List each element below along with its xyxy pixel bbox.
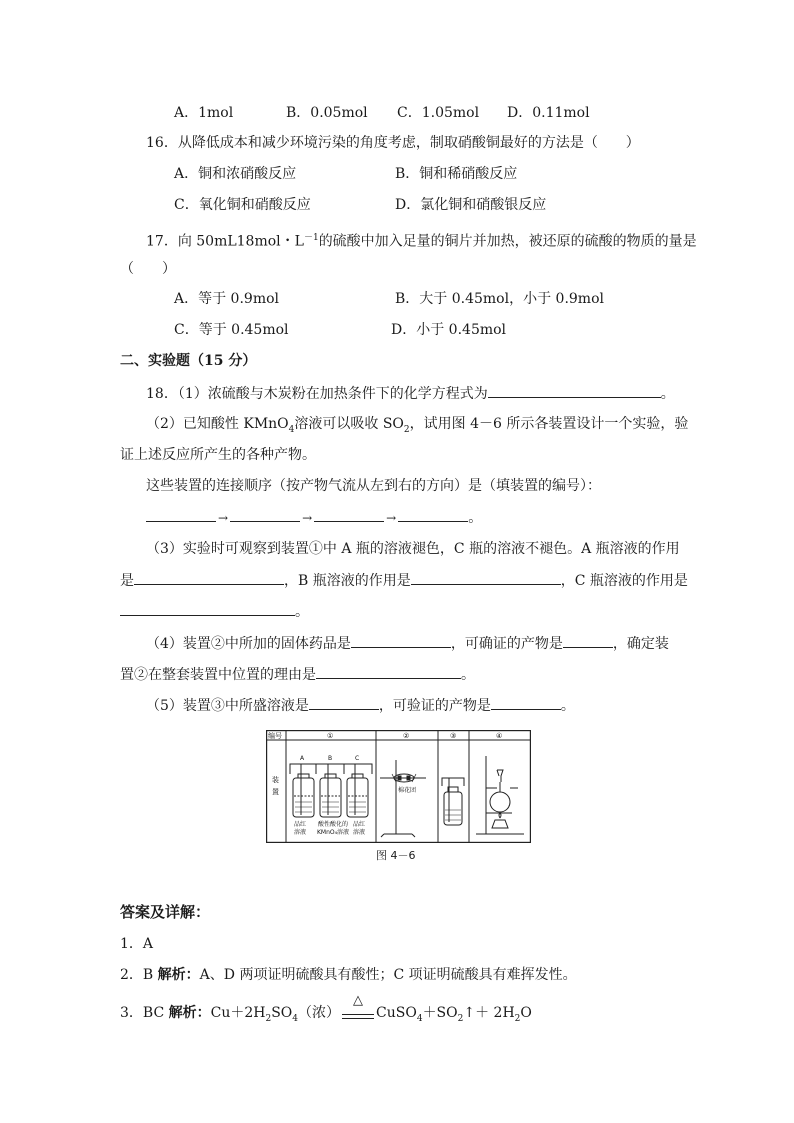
- q17-option-c: C．等于 0.45mol: [174, 322, 289, 338]
- q18-p5-blank-b: [491, 695, 561, 710]
- fig-bottle-label-a: A: [300, 755, 305, 762]
- fig-caption-1b: 溶液: [294, 829, 307, 836]
- q18-p5-blank-a: [309, 695, 379, 710]
- answer-2-num: 2．B: [120, 967, 158, 983]
- fig-caption-2b: KMnO₄溶液: [317, 829, 350, 836]
- figure-caption: 图 4－6: [376, 849, 416, 862]
- q18-p3-blank-b: [411, 570, 561, 585]
- q16-option-a: A．铜和浓硝酸反应: [174, 166, 297, 182]
- q17-option-a: A．等于 0.9mol: [174, 291, 280, 307]
- apparatus-1-wash-bottles: [290, 764, 372, 817]
- order-period: 。: [468, 510, 483, 526]
- q18-p2-sub2: 2: [403, 424, 410, 435]
- q18-part3-line2: [120, 570, 688, 591]
- q17-stem-b: 的硫酸中加入足量的铜片并加热，被还原的硫酸的物质的量是: [318, 233, 697, 250]
- q16-option-d: D．氯化铜和硝酸银反应: [395, 197, 547, 213]
- q17-stem: [146, 228, 697, 252]
- q18-p4-c: ，确定装: [612, 636, 669, 652]
- answer-3-c: （浓）: [298, 1005, 341, 1021]
- answer-3-num: 3．BC: [120, 1005, 169, 1021]
- answer-3-label: 解析：: [168, 1005, 211, 1021]
- fig-bottle-label-b: B: [328, 755, 333, 762]
- answer-2-label: 解析：: [157, 967, 200, 983]
- q18-part1-text: 18．（1）浓硫酸与木炭粉在加热条件下的化学方程式为: [146, 386, 488, 402]
- q18-p4-b: ，可确证的产物是: [450, 636, 563, 652]
- q16-option-c: C．氧化铜和硝酸反应: [174, 197, 311, 213]
- answer-1: 1．A: [120, 936, 154, 952]
- fig-caption-3a: 品红: [353, 821, 366, 828]
- answers-title: 答案及详解：: [120, 903, 211, 921]
- q18-part3-line3: [120, 601, 309, 622]
- fig-caption-2a: 酸性酸化的: [318, 821, 349, 828]
- q18-part1: [146, 383, 675, 404]
- answer-2: [120, 965, 577, 985]
- q17-option-b: B．大于 0.45mol，小于 0.9mol: [395, 291, 604, 307]
- answer-3-f: ↑＋ 2H: [463, 1005, 515, 1021]
- apparatus-4-flask-burner: [476, 756, 524, 834]
- q18-p5-b: ，可验证的产物是: [378, 698, 491, 714]
- q18-p3-b: ，B 瓶溶液的作用是: [284, 573, 411, 589]
- answer-3: [120, 993, 532, 1029]
- fig-bottle-label-c: C: [355, 755, 360, 762]
- apparatus-2-drying-tube: [380, 760, 426, 837]
- order-blank-4: [398, 507, 468, 522]
- q18-p4-blank-c: [316, 664, 461, 679]
- section-2-title: 二、实验题（15 分）: [120, 353, 257, 369]
- q18-order-blanks: [146, 507, 482, 528]
- arrow-2: →: [302, 511, 313, 525]
- fig-col-4: ④: [496, 732, 503, 740]
- fig-col-3: ③: [450, 732, 457, 740]
- q17-stem-sup: －1: [303, 233, 319, 243]
- answer-3-g: O: [520, 1005, 532, 1021]
- q17-paren: （ ）: [120, 261, 176, 277]
- q15-option-c: C．1.05mol: [397, 105, 480, 121]
- answer-3-sub3: 4: [416, 1013, 423, 1024]
- reaction-arrow-heating: [340, 993, 376, 1023]
- q16-option-b: B．铜和稀硝酸反应: [395, 166, 518, 182]
- q18-part2-line1: [146, 414, 688, 440]
- fig-header-label: 编号: [268, 732, 282, 740]
- q18-part5: [146, 695, 575, 716]
- q18-p2-a: （2）已知酸性 KMnO: [146, 416, 289, 432]
- q18-part1-blank: [488, 383, 661, 398]
- q18-p2-b: 溶液可以吸收 SO: [294, 416, 404, 432]
- answer-3-sub4: 2: [457, 1013, 464, 1024]
- answer-3-sub1: 2: [265, 1013, 272, 1024]
- order-blank-3: [314, 507, 384, 522]
- arrow-1: →: [218, 511, 229, 525]
- fig-row-label-1: 装: [272, 776, 279, 784]
- q18-p3-blank-a: [134, 570, 284, 585]
- delta-symbol: △: [353, 993, 364, 1008]
- fig-col-1: ①: [327, 732, 334, 740]
- q18-part3-line1: （3）实验时可观察到装置①中 A 瓶的溶液褪色，C 瓶的溶液不褪色。A 瓶溶液的作用: [146, 541, 680, 557]
- apparatus-figure: [266, 730, 531, 843]
- q18-p2-sub1: 4: [288, 424, 295, 435]
- fig-caption-3b: 溶液: [353, 829, 366, 836]
- fig-col-2: ②: [403, 732, 410, 740]
- answer-3-b: SO: [271, 1005, 293, 1021]
- q18-p4-blank-b: [563, 633, 613, 648]
- answer-3-a: Cu＋2H: [210, 1005, 266, 1021]
- q18-part4-line2: [120, 664, 475, 685]
- q18-p3-c: ，C 瓶溶液的作用是: [560, 573, 688, 589]
- arrow-3: →: [386, 511, 397, 525]
- answer-3-sub5: 2: [514, 1013, 521, 1024]
- order-blank-1: [146, 507, 216, 522]
- q15-option-d: D．0.11mol: [507, 105, 590, 121]
- q18-p3-is: 是: [120, 573, 134, 589]
- q16-stem: 16．从降低成本和减少环境污染的角度考虑，制取硝酸铜最好的方法是（ ）: [146, 135, 640, 151]
- q18-part2-line2: 证上述反应所产生的各种产物。: [120, 447, 316, 463]
- q15-option-a: A．1mol: [174, 105, 234, 121]
- q18-p2-c: ，试用图 4－6 所示各装置设计一个实验，验: [409, 416, 689, 432]
- q18-part1-end: 。: [660, 386, 675, 402]
- q18-part4-line1: [146, 633, 669, 654]
- fig-caption-1a: 品红: [294, 821, 307, 828]
- q18-p5-a: （5）装置③中所盛溶液是: [146, 698, 309, 714]
- fig-row-label-2: 置: [272, 788, 279, 796]
- fig-cotton-label: 棉花团: [398, 787, 417, 794]
- q17-option-d: D．小于 0.45mol: [391, 322, 507, 338]
- answer-3-e: ＋SO: [422, 1005, 458, 1021]
- q15-option-b: B．0.05mol: [286, 105, 368, 121]
- order-blank-2: [230, 507, 300, 522]
- answer-3-sub2: 4: [292, 1013, 299, 1024]
- answer-3-d: CuSO: [376, 1005, 417, 1021]
- q17-stem-a: 17．向 50mL18mol・L: [146, 233, 304, 250]
- answer-2-text: A、D 两项证明硫酸具有酸性；C 项证明硫酸具有难挥发性。: [199, 967, 577, 983]
- apparatus-3-bottle: [442, 778, 464, 825]
- q18-p4-period: 。: [461, 667, 475, 683]
- double-line: [342, 1014, 374, 1019]
- q18-p4-a: （4）装置②中所加的固体药品是: [146, 636, 351, 652]
- q18-part2-line3: 这些装置的连接顺序（按产物气流从左到右的方向）是（填装置的编号）：: [146, 478, 601, 494]
- q18-p3-blank-c: [120, 601, 295, 616]
- q18-p4-line2: 置②在整套装置中位置的理由是: [120, 667, 316, 683]
- q18-p3-period: 。: [295, 604, 309, 620]
- q18-p4-blank-a: [351, 633, 451, 648]
- q18-p5-period: 。: [560, 698, 575, 714]
